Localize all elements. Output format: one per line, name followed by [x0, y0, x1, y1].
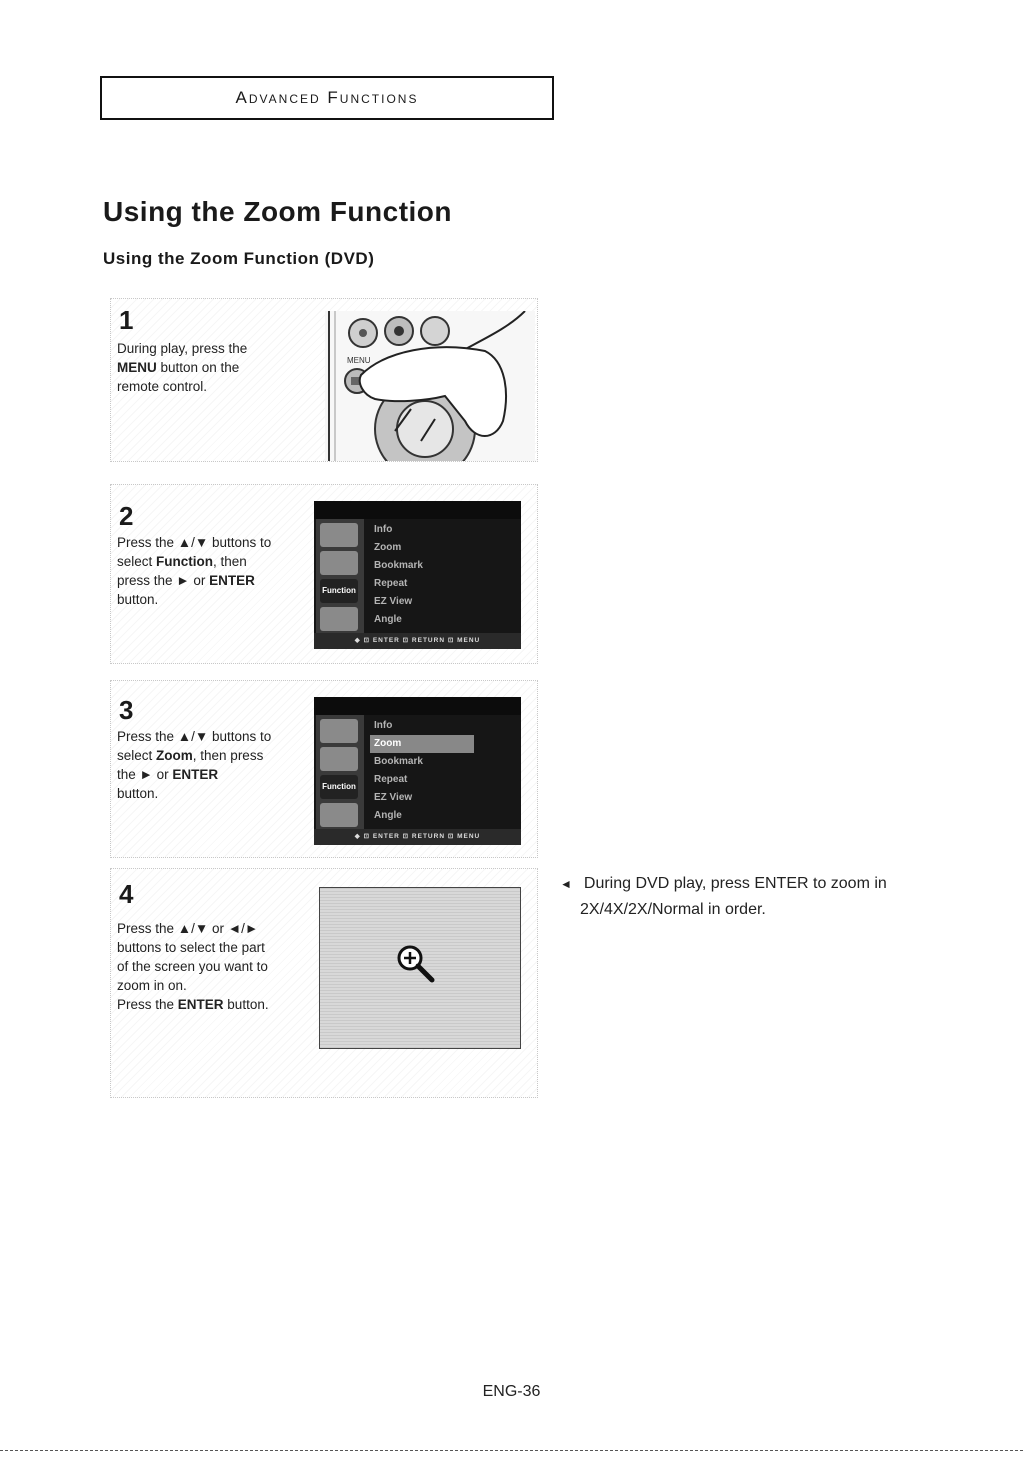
- menu-item-info: Info: [374, 720, 393, 731]
- instruction-text: Press the: [117, 997, 178, 1012]
- disc-icon: [320, 719, 358, 743]
- zoom-screen: [319, 887, 521, 1049]
- step-instructions: [117, 727, 297, 803]
- function-icon: Function: [320, 579, 358, 603]
- instruction-keyword: MENU: [117, 360, 157, 375]
- instruction-text: Press the ▲/▼ buttons to: [117, 729, 272, 744]
- note-line-2: 2X/4X/2X/Normal in order.: [580, 901, 766, 918]
- menu-item-zoom: Zoom: [374, 542, 402, 553]
- function-menu-list: [370, 717, 518, 825]
- instruction-text: button.: [223, 997, 269, 1012]
- step-number: 1: [119, 305, 134, 335]
- instruction-text: buttons to select the part: [117, 940, 265, 955]
- function-menu-list: [370, 521, 518, 629]
- menu-item-ez-view: EZ View: [374, 792, 413, 803]
- instruction-keyword: ENTER: [172, 767, 219, 782]
- step-number: 2: [119, 501, 134, 531]
- instruction-text: the ► or: [117, 767, 173, 782]
- instruction-text: button.: [117, 592, 159, 607]
- instruction-text: zoom in on.: [117, 978, 187, 993]
- function-icon: Function: [320, 775, 358, 799]
- instruction-text: , then press: [192, 748, 264, 763]
- instruction-text: , then: [213, 554, 247, 569]
- step-instructions: [117, 339, 297, 396]
- section-header: [100, 76, 554, 120]
- page-subtitle: Using the Zoom Function (DVD): [103, 249, 375, 268]
- instruction-line: [117, 976, 297, 995]
- title-icon: [320, 747, 358, 771]
- instruction-text: button.: [117, 786, 159, 801]
- instruction-line: [117, 533, 297, 552]
- setup-icon: [320, 607, 358, 631]
- zoom-note: [560, 871, 920, 922]
- title-icon: [320, 551, 358, 575]
- arrow-left-icon: ◄: [560, 877, 572, 891]
- menu-item-ez-view: EZ View: [374, 596, 413, 607]
- section-header-label: Advanced Functions: [235, 88, 419, 107]
- instruction-keyword: ENTER: [209, 573, 255, 588]
- page-title: Using the Zoom Function: [103, 196, 453, 227]
- step-instructions: [117, 919, 297, 1014]
- screen-bottom-bar: ◆ ⊡ ENTER ⊡ RETURN ⊡ MENU: [314, 829, 521, 845]
- instruction-text: remote control.: [117, 379, 208, 394]
- instruction-line: [117, 995, 297, 1014]
- step-2-panel: [110, 484, 538, 664]
- instruction-line: [117, 358, 297, 377]
- step-4-panel: [110, 868, 538, 1098]
- menu-item-angle: Angle: [374, 614, 402, 625]
- bottom-rule: [0, 1450, 1023, 1451]
- screen-top-bar: [314, 697, 521, 715]
- instruction-text: Press the ▲/▼ buttons to: [117, 535, 272, 550]
- instruction-line: [117, 727, 297, 746]
- instruction-line: [117, 552, 297, 571]
- menu-item-repeat: Repeat: [374, 774, 408, 785]
- setup-icon: [320, 803, 358, 827]
- disc-icon: [320, 523, 358, 547]
- step-1-panel: [110, 298, 538, 462]
- menu-item-bookmark: Bookmark: [374, 560, 423, 571]
- menu-icon-column: [316, 715, 364, 829]
- menu-icon-column: [316, 519, 364, 633]
- instruction-line: [117, 938, 297, 957]
- screen-top-bar: [314, 501, 521, 519]
- instruction-text: press the ► or: [117, 573, 210, 588]
- step-instructions: [117, 533, 297, 609]
- zoom-menu-screen: [314, 697, 521, 845]
- instruction-line: [117, 746, 297, 765]
- instruction-line: [117, 919, 297, 938]
- step-number: 4: [119, 879, 134, 909]
- function-menu-screen: [314, 501, 521, 649]
- instruction-keyword: ENTER: [177, 997, 224, 1012]
- instruction-line: [117, 571, 297, 590]
- menu-item-zoom: Zoom: [370, 735, 474, 753]
- instruction-line: [117, 377, 297, 396]
- magnifier-icon: [320, 888, 520, 1048]
- step-number: 3: [119, 695, 134, 725]
- instruction-text: button on the: [156, 360, 240, 375]
- instruction-text: During play, press the: [117, 341, 248, 356]
- instruction-text: select: [117, 554, 157, 569]
- instruction-line: [117, 957, 297, 976]
- menu-item-info: Info: [374, 524, 393, 535]
- step-3-panel: [110, 680, 538, 858]
- instruction-text: Press the ▲/▼ or ◄/►: [117, 921, 259, 936]
- instruction-keyword: Zoom: [156, 748, 193, 763]
- remote-illustration: [325, 311, 535, 461]
- menu-item-bookmark: Bookmark: [374, 756, 423, 767]
- page-number: ENG-36: [482, 1383, 541, 1400]
- instruction-text: of the screen you want to: [117, 959, 268, 974]
- menu-item-repeat: Repeat: [374, 578, 408, 589]
- menu-item-angle: Angle: [374, 810, 402, 821]
- note-line-1: During DVD play, press ENTER to zoom in: [583, 875, 887, 892]
- instruction-text: select: [117, 748, 157, 763]
- instruction-line: [117, 590, 297, 609]
- instruction-keyword: Function: [156, 554, 214, 569]
- instruction-line: [117, 784, 297, 803]
- screen-bottom-bar: ◆ ⊡ ENTER ⊡ RETURN ⊡ MENU: [314, 633, 521, 649]
- menu-label: MENU: [347, 356, 371, 365]
- instruction-line: [117, 339, 297, 358]
- instruction-line: [117, 765, 297, 784]
